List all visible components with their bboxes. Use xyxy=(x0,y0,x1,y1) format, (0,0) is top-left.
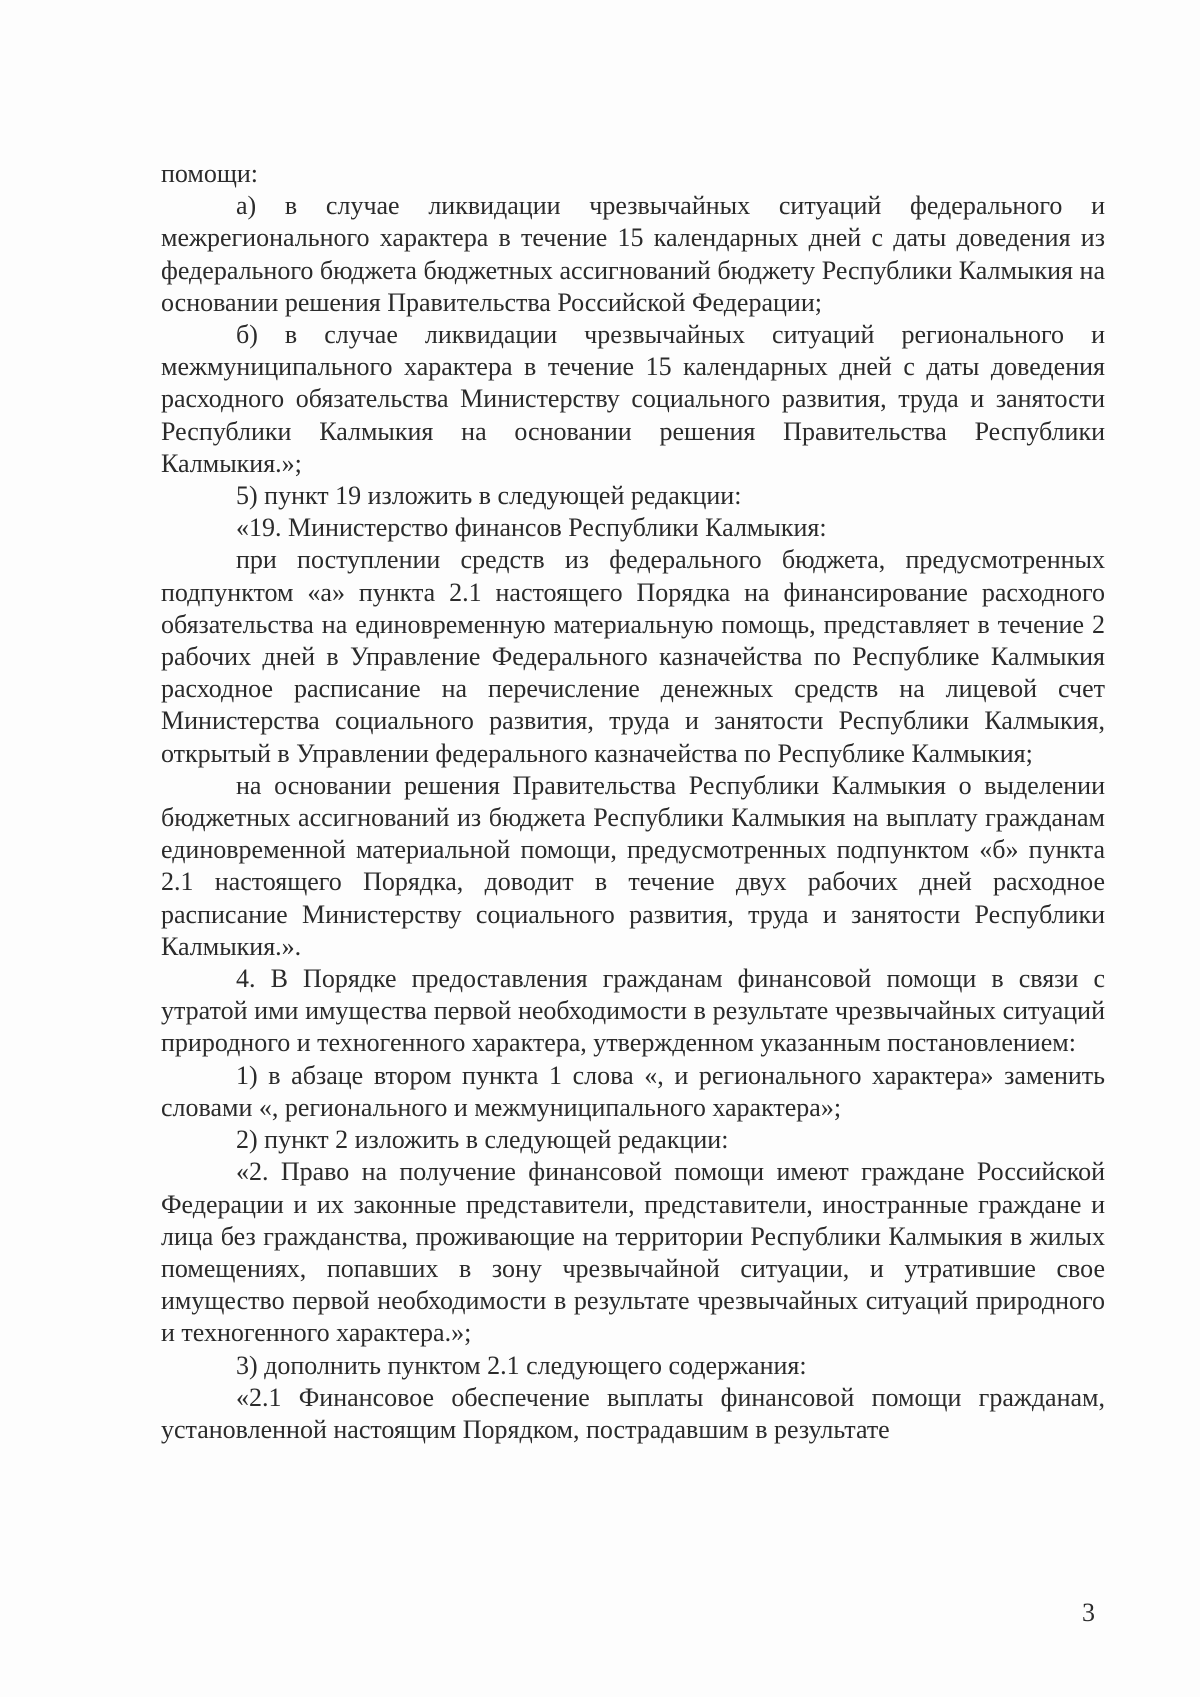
paragraph: на основании решения Правительства Республики Калмыкия о выделении бюджетных ассигнований из бюджета Республики Калмыкия на выплату гражданам единовременной материальной помощи, предусмотренных подпунктом «б» пункта 2.1 настоящего Порядка, доводит в течение двух рабочих дней расходное расписание Министерству социального развития, труда и занятости Республики Калмыкия.». xyxy=(161,770,1105,961)
paragraph: «2.1 Финансовое обеспечение выплаты финансовой помощи гражданам, установленной настоящим Порядком, пострадавшим в результате xyxy=(161,1382,1105,1444)
paragraph: «19. Министерство финансов Республики Калмыкия: xyxy=(236,513,827,543)
paragraph: 2) пункт 2 изложить в следующей редакции: xyxy=(236,1125,729,1155)
paragraph: «2. Право на получение финансовой помощи имеют граждане Российской Федерации и их законные представители, представители, иностранные граждане и лица без гражданства, проживающие на территории Республики Калмыкия в жилых помещениях, попавших в зону чрезвычайной ситуации, и утратившие свое имущество первой необходимости в результате чрезвычайных ситуаций природного и техногенного характера.»; xyxy=(161,1157,1105,1348)
paragraph: помощи: xyxy=(161,159,259,188)
document-body xyxy=(161,158,1105,1446)
paragraph: 4. В Порядке предоставления гражданам финансовой помощи в связи с утратой ими имущества первой необходимости в результате чрезвычайных ситуаций природного и техногенного характера, утвержденном указанным постановлением: xyxy=(161,964,1105,1058)
paragraph: при поступлении средств из федерального бюджета, предусмотренных подпунктом «а» пункта 2.1 настоящего Порядка на финансирование расходного обязательства на единовременную материальную помощь, представляет в течение 2 рабочих дней в Управление Федерального казначейства по Республике Калмыкия расходное расписание на перечисление денежных средств на лицевой счет Министерства социального развития, труда и занятости Республики Калмыкия, открытый в Управлении федерального казначейства по Республике Калмыкия; xyxy=(161,545,1105,768)
page-number: 3 xyxy=(1082,1598,1095,1627)
paragraph: б) в случае ликвидации чрезвычайных ситуаций регионального и межмуниципального характера в течение 15 календарных дней с даты доведения расходного обязательства Министерству социального развития, труда и занятости Республики Калмыкия на основании решения Правительства Республики Калмыкия.»; xyxy=(161,320,1105,478)
paragraph: а) в случае ликвидации чрезвычайных ситуаций федерального и межрегионального характера в течение 15 календарных дней с даты доведения из федерального бюджета бюджетных ассигнований бюджету Республики Калмыкия на основании решения Правительства Российской Федерации; xyxy=(161,191,1105,317)
paragraph: 3) дополнить пунктом 2.1 следующего содержания: xyxy=(236,1350,807,1380)
paragraph: 5) пункт 19 изложить в следующей редакции: xyxy=(236,481,742,511)
paragraph: 1) в абзаце втором пункта 1 слова «, и регионального характера» заменить словами «, регионального и межмуниципального характера»; xyxy=(161,1060,1105,1122)
